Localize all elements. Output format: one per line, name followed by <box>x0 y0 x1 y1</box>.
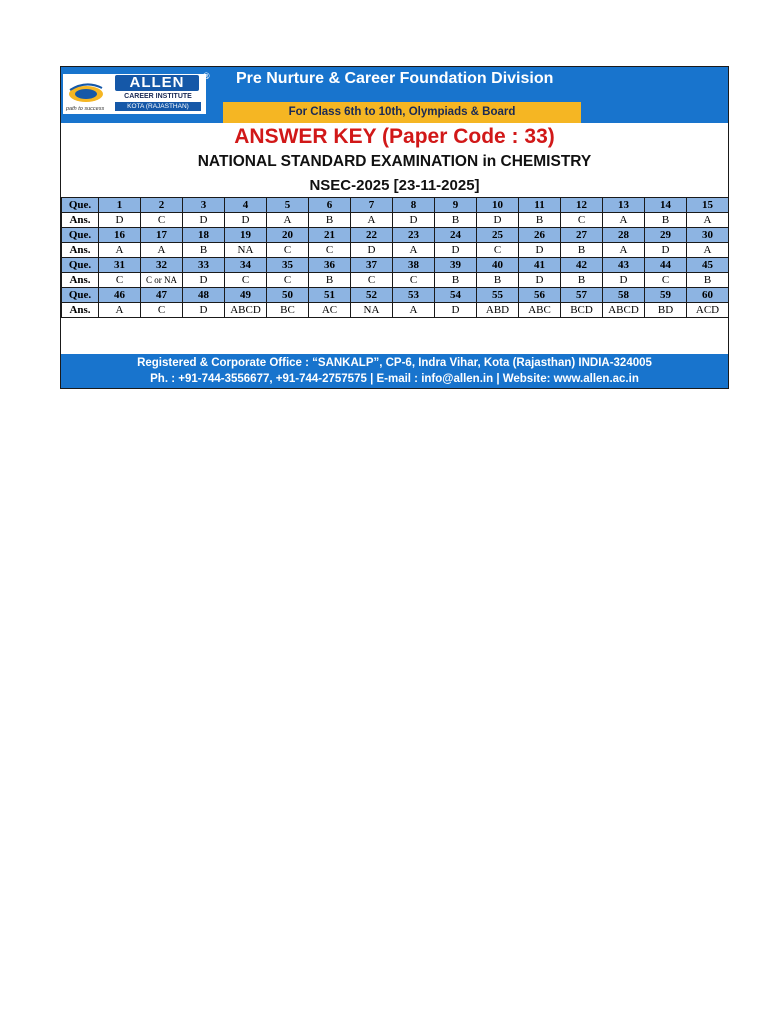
answer-cell: B <box>687 273 729 288</box>
question-cell: 31 <box>99 258 141 273</box>
answer-cell: B <box>477 273 519 288</box>
ans-label: Ans. <box>62 213 99 228</box>
answer-cell: D <box>645 243 687 258</box>
question-cell: 35 <box>267 258 309 273</box>
question-cell: 17 <box>141 228 183 243</box>
answer-cell: ACD <box>687 303 729 318</box>
answer-cell: NA <box>225 243 267 258</box>
question-cell: 32 <box>141 258 183 273</box>
answer-cell: ABCD <box>603 303 645 318</box>
answer-cell: B <box>435 273 477 288</box>
question-cell: 2 <box>141 198 183 213</box>
question-cell: 50 <box>267 288 309 303</box>
answer-cell: A <box>393 243 435 258</box>
question-cell: 39 <box>435 258 477 273</box>
question-cell: 48 <box>183 288 225 303</box>
answer-cell: C <box>477 243 519 258</box>
question-cell: 19 <box>225 228 267 243</box>
answer-cell: D <box>183 303 225 318</box>
division-title: Pre Nurture & Career Foundation Division <box>236 70 554 87</box>
ans-label: Ans. <box>62 303 99 318</box>
answer-row <box>62 243 729 258</box>
question-cell: 20 <box>267 228 309 243</box>
answer-cell: B <box>645 213 687 228</box>
question-row <box>62 288 729 303</box>
question-cell: 8 <box>393 198 435 213</box>
question-cell: 43 <box>603 258 645 273</box>
answer-row <box>62 273 729 288</box>
answer-cell: ABC <box>519 303 561 318</box>
question-cell: 52 <box>351 288 393 303</box>
answer-cell: C <box>267 273 309 288</box>
question-cell: 26 <box>519 228 561 243</box>
question-cell: 49 <box>225 288 267 303</box>
que-label: Que. <box>62 258 99 273</box>
answer-cell: A <box>603 213 645 228</box>
answer-cell: A <box>267 213 309 228</box>
class-note-text: For Class 6th to 10th, Olympiads & Board <box>288 106 516 118</box>
question-cell: 4 <box>225 198 267 213</box>
question-cell: 28 <box>603 228 645 243</box>
question-cell: 5 <box>267 198 309 213</box>
question-cell: 55 <box>477 288 519 303</box>
question-cell: 12 <box>561 198 603 213</box>
answer-cell: D <box>393 213 435 228</box>
answer-cell: AC <box>309 303 351 318</box>
answer-cell: C <box>141 213 183 228</box>
question-cell: 6 <box>309 198 351 213</box>
logo-location-text: KOTA (RAJASTHAN) <box>115 102 201 111</box>
question-cell: 18 <box>183 228 225 243</box>
question-cell: 34 <box>225 258 267 273</box>
logo-brand-text: ALLEN <box>129 74 185 91</box>
logo-tagline: path to success <box>66 106 105 112</box>
answer-cell: A <box>687 213 729 228</box>
footer-band <box>61 354 728 388</box>
question-cell: 27 <box>561 228 603 243</box>
answer-cell: D <box>183 273 225 288</box>
question-cell: 16 <box>99 228 141 243</box>
answer-cell: B <box>561 243 603 258</box>
question-cell: 22 <box>351 228 393 243</box>
question-cell: 9 <box>435 198 477 213</box>
question-cell: 57 <box>561 288 603 303</box>
answer-cell: NA <box>351 303 393 318</box>
question-cell: 45 <box>687 258 729 273</box>
answer-cell: BC <box>267 303 309 318</box>
answer-cell: A <box>99 303 141 318</box>
question-cell: 41 <box>519 258 561 273</box>
question-cell: 33 <box>183 258 225 273</box>
class-note-bar <box>223 102 581 123</box>
question-cell: 54 <box>435 288 477 303</box>
answer-key-title: ANSWER KEY (Paper Code : 33) <box>234 125 555 148</box>
answer-cell: D <box>435 303 477 318</box>
answer-cell: D <box>603 273 645 288</box>
footer-address: Registered & Corporate Office : “SANKALP”, CP-6, Indra Vihar, Kota (Rajasthan) INDIA-324005 <box>137 357 652 369</box>
answer-cell: C <box>309 243 351 258</box>
question-cell: 60 <box>687 288 729 303</box>
question-cell: 47 <box>141 288 183 303</box>
question-cell: 10 <box>477 198 519 213</box>
answer-table-body <box>62 198 729 318</box>
answer-cell: B <box>309 213 351 228</box>
exam-title: NATIONAL STANDARD EXAMINATION in CHEMISTRY <box>197 153 592 170</box>
question-cell: 37 <box>351 258 393 273</box>
question-cell: 51 <box>309 288 351 303</box>
answer-cell: B <box>519 213 561 228</box>
answer-cell: D <box>225 213 267 228</box>
answer-cell: C <box>351 273 393 288</box>
answer-cell: C <box>393 273 435 288</box>
ans-label: Ans. <box>62 273 99 288</box>
answer-cell: A <box>687 243 729 258</box>
logo-institute-text: CAREER INSTITUTE <box>124 93 192 100</box>
answer-key-document <box>60 66 729 389</box>
answer-cell: BCD <box>561 303 603 318</box>
answer-cell: C <box>267 243 309 258</box>
question-cell: 36 <box>309 258 351 273</box>
answer-cell: D <box>351 243 393 258</box>
header-band <box>61 67 728 123</box>
answer-cell: C <box>141 303 183 318</box>
answer-cell: BD <box>645 303 687 318</box>
answer-cell: A <box>393 303 435 318</box>
allen-logo <box>63 74 206 114</box>
question-cell: 56 <box>519 288 561 303</box>
que-label: Que. <box>62 288 99 303</box>
answer-cell: D <box>99 213 141 228</box>
answer-cell: C <box>99 273 141 288</box>
logo-swoosh-icon <box>66 80 106 106</box>
question-cell: 38 <box>393 258 435 273</box>
question-cell: 42 <box>561 258 603 273</box>
answer-cell: C <box>225 273 267 288</box>
footer-contact: Ph. : +91-744-3556677, +91-744-2757575 | E-mail : info@allen.in | Website: www.allen.ac.in <box>150 373 639 385</box>
answer-cell: B <box>435 213 477 228</box>
question-row <box>62 258 729 273</box>
question-cell: 11 <box>519 198 561 213</box>
answer-cell: D <box>435 243 477 258</box>
question-row <box>62 198 729 213</box>
question-cell: 30 <box>687 228 729 243</box>
question-cell: 3 <box>183 198 225 213</box>
question-cell: 40 <box>477 258 519 273</box>
answer-cell: ABD <box>477 303 519 318</box>
answer-cell: D <box>477 213 519 228</box>
que-label: Que. <box>62 228 99 243</box>
question-cell: 59 <box>645 288 687 303</box>
answer-row <box>62 303 729 318</box>
answer-cell: B <box>561 273 603 288</box>
question-cell: 44 <box>645 258 687 273</box>
ans-label: Ans. <box>62 243 99 258</box>
answer-cell: D <box>183 213 225 228</box>
answer-row <box>62 213 729 228</box>
answer-cell: B <box>183 243 225 258</box>
answer-cell: A <box>141 243 183 258</box>
question-cell: 13 <box>603 198 645 213</box>
answer-table <box>61 197 729 318</box>
question-cell: 21 <box>309 228 351 243</box>
question-cell: 24 <box>435 228 477 243</box>
question-row <box>62 228 729 243</box>
answer-cell: ABCD <box>225 303 267 318</box>
exam-code-date: NSEC-2025 [23-11-2025] <box>309 177 480 194</box>
question-cell: 53 <box>393 288 435 303</box>
answer-cell: C <box>645 273 687 288</box>
answer-cell: A <box>99 243 141 258</box>
question-cell: 25 <box>477 228 519 243</box>
question-cell: 58 <box>603 288 645 303</box>
question-cell: 46 <box>99 288 141 303</box>
que-label: Que. <box>62 198 99 213</box>
answer-cell: B <box>309 273 351 288</box>
answer-cell: D <box>519 273 561 288</box>
answer-cell: C or NA <box>141 273 183 288</box>
question-cell: 14 <box>645 198 687 213</box>
answer-cell: D <box>519 243 561 258</box>
question-cell: 23 <box>393 228 435 243</box>
logo-brand <box>115 75 199 91</box>
question-cell: 1 <box>99 198 141 213</box>
question-cell: 7 <box>351 198 393 213</box>
question-cell: 29 <box>645 228 687 243</box>
registered-mark: ® <box>203 71 210 81</box>
answer-cell: A <box>603 243 645 258</box>
answer-cell: A <box>351 213 393 228</box>
answer-cell: C <box>561 213 603 228</box>
question-cell: 15 <box>687 198 729 213</box>
